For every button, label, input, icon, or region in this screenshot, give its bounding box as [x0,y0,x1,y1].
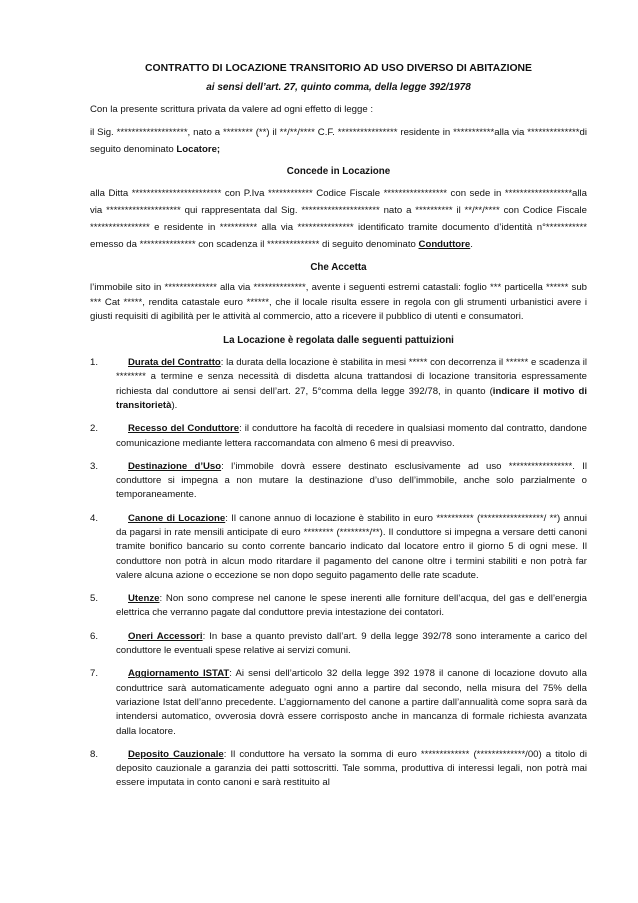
clause-text: : la durata della locazione è stabilita in mesi ***** con decorrenza il ****** e scadenza il ******** a termine e senza necessità di disdetta alcuna trattandosi di locazione transitoria espressamente richiesta dal conduttore ai sensi dell’art. 27, 5°comma della legge 392/78, in quanto ( [116,357,587,397]
clauses-list [90,356,587,791]
tenant-text: alla Ditta ************************ con P.Iva ************ Codice Fiscale ***************** con sede in ******************alla via ******************** qui rappresentata dal Sig. ********************* nato a ********** il **/**/**** con Codice Fiscale **************** e residente in ********** alla via *************** identificato tramite documento d’identità n°*********** emesso da *************** con scadenza il ************** di seguito denominato [90,187,587,251]
clause-item [90,748,587,791]
clause-text: : Non sono comprese nel canone le spese inerenti alle forniture dell’acqua, del gas e dell’energia elettrica che verranno pagate dal conduttore previa intestazione dei contatori. [116,593,587,619]
section-concede: Concede in Locazione [286,165,391,177]
clause-number: 7. [90,668,99,680]
clause-text: : Il conduttore ha versato la somma di euro ************* (*************/00) a titolo di deposito cauzionale a garanzia dei patti sottoscritti. Tale somma, produttiva di interessi legali, non potrà mai essere imputata in conto canoni e sarà restituito al [116,748,587,789]
clause-text: : Il canone annuo di locazione è stabilito in euro ********** (*****************/ **) annui da pagarsi in rate mensili anticipate di euro ******** (********/**). Il conduttore si impegna a versare detti canoni tramite bonifico bancario su conto corrente bancario indicato dal locatore entro il giorno 5 di ogni mese. Il conduttore non potrà in alcun modo ritardare il pagamento del canone oltre i termini stabiliti e non potrà far valere alcuna azione o eccezione se non dopo seguito pagamento delle rate scadute. [116,512,587,581]
landlord-paragraph [90,124,587,158]
clause-heading: Recesso del Conduttore [128,423,240,435]
tenant-role: Conduttore [418,239,471,251]
landlord-text: il Sig. *******************, nato a ******** (**) il **/**/**** C.F. **************** residente in ***********alla via **************di seguito denominato [90,127,587,156]
clause-number: 6. [90,630,99,642]
document-title: CONTRATTO DI LOCAZIONE TRANSITORIO AD USO DIVERSO DI ABITAZIONE [145,63,532,74]
tenant-paragraph: alla Ditta ************************ con P.Iva ************ Codice Fiscale ***************** con sede in ******************alla via ******************** qui rappresentata dal Sig. ********************* nato a ********** il **/**/**** con Codice Fiscale **************** e residente in ********** alla via *************** identificato tramite documento d’identità n°*********** emesso da *************** con scadenza il ************** di seguito denominato Conduttore. [90,187,587,251]
clause-text: : Ai sensi dell’articolo 32 della legge 392 1978 il canone di locazione dovuto alla conduttrice sarà automaticamente adeguato ogni anno a partire dal secondo, nella misura del 75% della variazione Istat dell’anno precedente. L’aggiornamento del canone a partire dall’annualità come sopra sarà da intendersi automatico, ovverosia dovrà essere corrisposto anche in mancanza di formale richiesta avanzata dalla locatore. [116,668,587,737]
clause-number: 5. [90,593,99,605]
clause-heading: Utenze [128,593,160,605]
clause-item [90,592,587,621]
clause-heading: Canone di Locazione [128,512,226,524]
clause-number: 4. [90,512,99,524]
intro-paragraph: Con la presente scrittura privata da valere ad ogni effetto di legge : [90,104,374,115]
property-paragraph: l’immobile sito in ************** alla via **************, avente i seguenti estremi catastali: foglio *** particella ****** sub *** Cat *****, rendita catastale euro ******, che il locale risulta essere in regola con gli strumenti urbanistici avere i giusti requisiti di agibilità per le attività al commercio, atto a ricevere il pubblico di utenti e consumatori. [90,282,587,322]
clause-heading: Destinazione d’Uso [128,460,222,472]
clause-heading: Aggiornamento ISTAT [128,668,230,680]
clause-heading: Deposito Cauzionale [128,748,224,760]
clause-item [90,356,587,413]
clause-tail: ). [171,399,178,411]
clause-number: 2. [90,423,99,435]
clause-text: : il conduttore ha facoltà di recedere in qualsiasi momento dal contratto, dandone comunicazione mediante lettera raccomandata con almeno 6 mesi di preavviso. [116,423,587,449]
clause-text: : In base a quanto previsto dall’art. 9 della legge 392/78 sono interamente a carico del conduttore le eventuali spese relative ai servizi comuni. [116,630,587,657]
section-accetta: Che Accetta [310,262,367,274]
landlord-role: Locatore; [176,144,221,156]
clause-item [90,460,587,503]
clause-number: 1. [90,357,99,369]
clause-extra: indicare il motivo di transitorietà [116,385,587,411]
clause-item [90,667,587,738]
clause-text: : l’immobile dovrà essere destinato esclusivamente ad uso *****************. Il conduttore si impegna a non mutare la destinazione d’uso dell’immobile, anche solo parzialmente o temporaneamente. [116,460,587,501]
section-pattuizioni: La Locazione è regolata dalle seguenti pattuizioni [223,335,454,347]
document-subtitle: ai sensi dell’art. 27, quinto comma, della legge 392/1978 [206,82,471,93]
clause-item [90,422,587,451]
clause-number: 3. [90,460,99,472]
clause-item [90,512,587,583]
clause-item [90,630,587,659]
clause-number: 8. [90,748,99,760]
clause-heading: Oneri Accessori [128,630,203,642]
clause-heading: Durata del Contratto [128,357,221,369]
